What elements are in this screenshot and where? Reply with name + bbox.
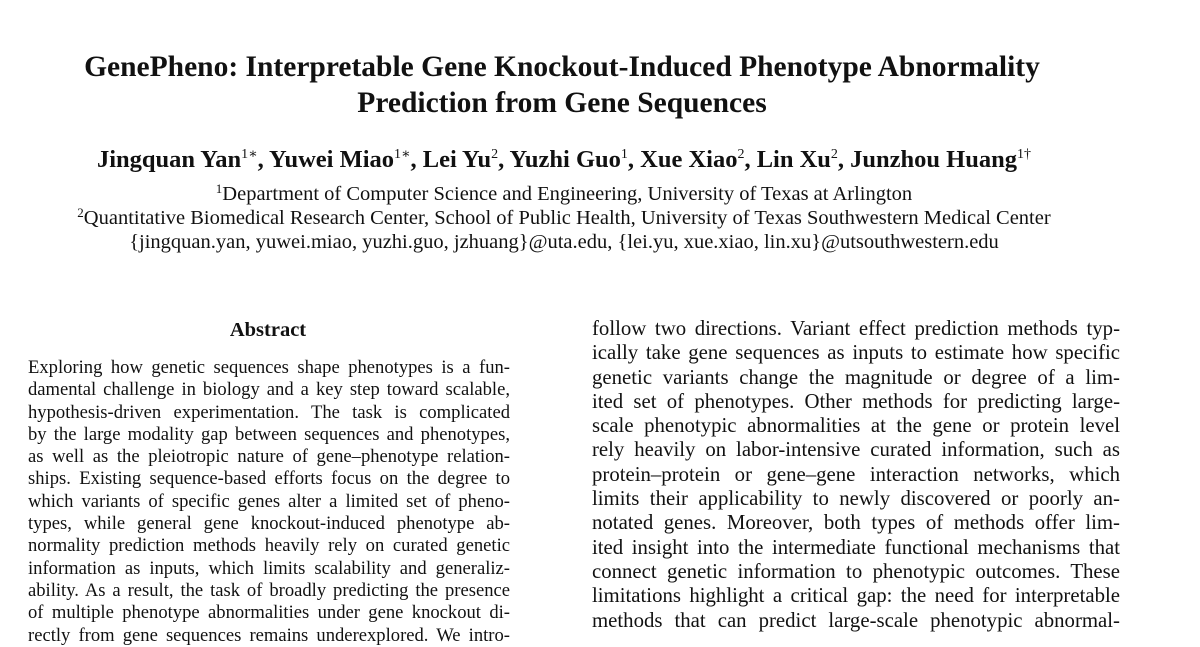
abstract-line: normality prediction methods heavily rely on curated genetic <box>28 535 510 557</box>
paper-title <box>0 49 1124 121</box>
body-line: scale phenotypic abnormalities at the gene or protein level <box>592 414 1120 438</box>
abstract-line: ships. Existing sequence-based efforts focus on the degree to <box>28 468 510 490</box>
abstract-heading: Abstract <box>229 319 307 341</box>
abstract-line: which variants of specific genes alter a limited set of pheno- <box>28 490 510 512</box>
abstract-line: of multiple phenotype abnormalities under gene knockout di- <box>28 602 510 624</box>
author-name: Yuwei Miao <box>269 146 395 173</box>
body-line: ited insight into the intermediate functional mechanisms that <box>592 535 1120 559</box>
author-name: Lin Xu <box>756 146 831 173</box>
affiliation-text: Quantitative Biomedical Research Center, School of Public Health, University of Texas Southwestern Medical Center <box>83 207 1051 229</box>
abstract-line: damental challenge in biology and a key step toward scalable, <box>28 379 510 401</box>
abstract-line: information as inputs, which limits scalability and generaliz- <box>28 557 510 579</box>
body-line: ited set of phenotypes. Other methods for predicting large- <box>592 389 1120 413</box>
affiliation-mark: 1 <box>215 181 223 196</box>
body-line: limits their applicability to newly discovered or poorly an- <box>592 487 1120 511</box>
body-line: follow two directions. Variant effect prediction methods typ- <box>592 317 1120 340</box>
abstract-line: types, while general gene knockout-induced phenotype ab- <box>28 513 510 535</box>
title-line: GenePheno: Interpretable Gene Knockout-Induced Phenotype Abnormality <box>84 51 1040 83</box>
body-line: ically take gene sequences as inputs to estimate how specific <box>592 341 1120 365</box>
author-name: Jingquan Yan <box>97 146 242 173</box>
affiliation-2 <box>0 206 1128 230</box>
author-mark: 1∗ <box>394 147 411 162</box>
body-line: rely heavily on labor-intensive curated information, such as <box>592 438 1120 462</box>
author-emails: {jingquan.yan, yuwei.miao, yuzhi.guo, jzhuang}@uta.edu, {lei.yu, xue.xiao, lin.xu}@utsouthwestern.edu <box>129 231 999 253</box>
body-line: genetic variants change the magnitude or degree of a lim- <box>592 365 1120 389</box>
author-name: Yuzhi Guo <box>509 146 621 173</box>
abstract-line: as well as the pleiotropic nature of gene–phenotype relation- <box>28 446 510 468</box>
author-mark: 2 <box>491 147 499 162</box>
author-mark: 1† <box>1016 147 1031 162</box>
abstract-line: hypothesis-driven experimentation. The task is complicated <box>28 401 510 423</box>
abstract-line: rectly from gene sequences remains underexplored. We intro- <box>28 624 510 646</box>
author-mark: 2 <box>830 147 838 162</box>
abstract-body <box>28 357 510 647</box>
body-line: protein–protein or gene–gene interaction networks, which <box>592 462 1120 486</box>
affiliation-1 <box>0 182 1128 206</box>
affiliation-text: Department of Computer Science and Engineering, University of Texas at Arlington <box>222 183 913 205</box>
author-mark: 1 <box>620 147 628 162</box>
author-mark: 2 <box>737 147 745 162</box>
affiliation-mark: 2 <box>77 205 84 220</box>
title-line: Prediction from Gene Sequences <box>357 87 767 119</box>
author-name: Xue Xiao <box>640 146 738 173</box>
body-line: methods that can predict large-scale phenotypic abnormal- <box>592 608 1120 632</box>
body-line: notated genes. Moreover, both types of methods offer lim- <box>592 511 1120 535</box>
author-mark: 1∗ <box>241 147 258 162</box>
body-line: limitations highlight a critical gap: the need for interpretable <box>592 584 1120 608</box>
author-list: Jingquan Yan$^{1∗}$, Yuwei Miao$^{1∗}$, Lei Yu$^2$, Yuzhi Guo$^1$, Xue Xiao$^2$, Lin Xu$^2$, Junzhou Huang$^{1\dagger}$ <box>97 146 1031 173</box>
author-name: Lei Yu <box>422 146 492 173</box>
abstract-line: Exploring how genetic sequences shape phenotypes is a fun- <box>28 357 510 378</box>
body-line: connect genetic information to phenotypic outcomes. These <box>592 559 1120 583</box>
abstract-line: ability. As a result, the task of broadly predicting the presence <box>28 579 510 601</box>
abstract-line: by the large modality gap between sequences and phenotypes, <box>28 423 510 445</box>
author-name: Junzhou Huang <box>850 146 1017 173</box>
intro-body <box>592 317 1120 633</box>
